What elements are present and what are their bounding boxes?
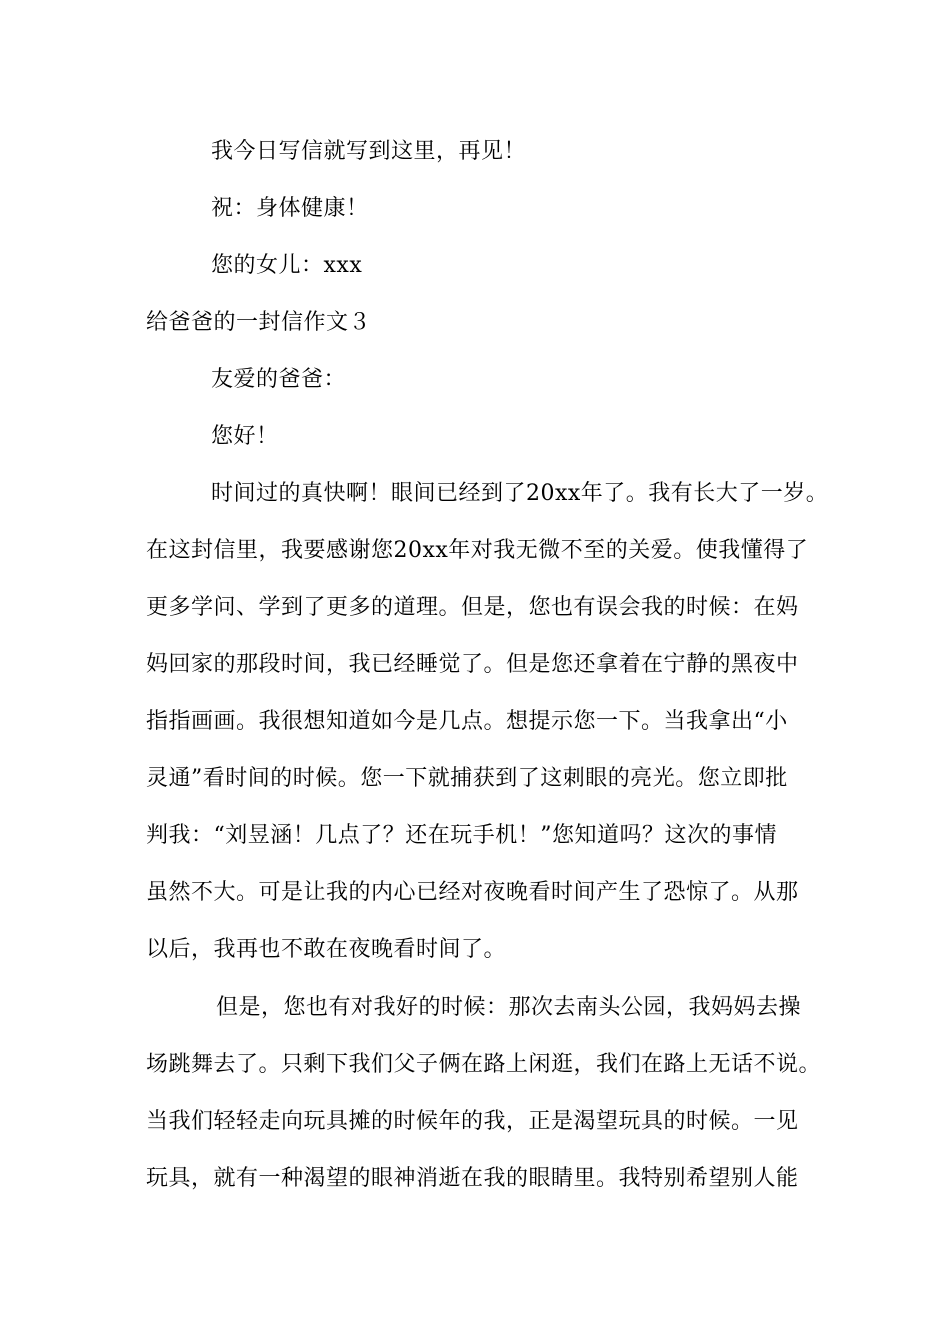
closing-wish: 祝：身体健康！ bbox=[211, 196, 369, 221]
paragraph-line: 场跳舞去了。只剩下我们父子俩在路上闲逛，我们在路上无话不说。 bbox=[146, 1052, 822, 1077]
paragraph-line: 虽然不大。可是让我的内心已经对夜晚看时间产生了恐惊了。从那 bbox=[146, 880, 799, 905]
salutation: 友爱的爸爸： bbox=[211, 367, 347, 392]
paragraph-line: 时间过的真快啊！眼间已经到了20xx年了。我有长大了一岁。 bbox=[211, 481, 829, 506]
closing-signature: 您的女儿：xxx bbox=[211, 253, 363, 278]
greeting: 您好！ bbox=[211, 424, 279, 449]
paragraph-line: 妈回家的那段时间，我已经睡觉了。但是您还拿着在宁静的黑夜中 bbox=[146, 652, 799, 677]
paragraph-line: 当我们轻轻走向玩具摊的时候年的我，正是渴望玩具的时候。一见 bbox=[146, 1109, 799, 1134]
paragraph-line: 玩具，就有一种渴望的眼神消逝在我的眼睛里。我特别希望别人能 bbox=[146, 1166, 799, 1191]
closing-line: 我今日写信就写到这里，再见！ bbox=[211, 139, 527, 164]
paragraph-line: 以后，我再也不敢在夜晚看时间了。 bbox=[146, 937, 507, 962]
section-title: 给爸爸的一封信作文３ bbox=[146, 310, 372, 335]
paragraph-line: 但是，您也有对我好的时候：那次去南头公园，我妈妈去操 bbox=[216, 995, 802, 1020]
paragraph-line: 指指画画。我很想知道如今是几点。想提示您一下。当我拿出“小 bbox=[146, 709, 788, 734]
paragraph-line: 更多学问、学到了更多的道理。但是，您也有误会我的时候：在妈 bbox=[146, 595, 799, 620]
paragraph-line: 灵通”看时间的时候。您一下就捕获到了这刺眼的亮光。您立即批 bbox=[146, 766, 788, 791]
paragraph-line: 判我：“刘昱涵！几点了？还在玩手机！”您知道吗？这次的事情 bbox=[146, 823, 777, 848]
paragraph-line: 在这封信里，我要感谢您20xx年对我无微不至的关爱。使我懂得了 bbox=[146, 538, 809, 563]
